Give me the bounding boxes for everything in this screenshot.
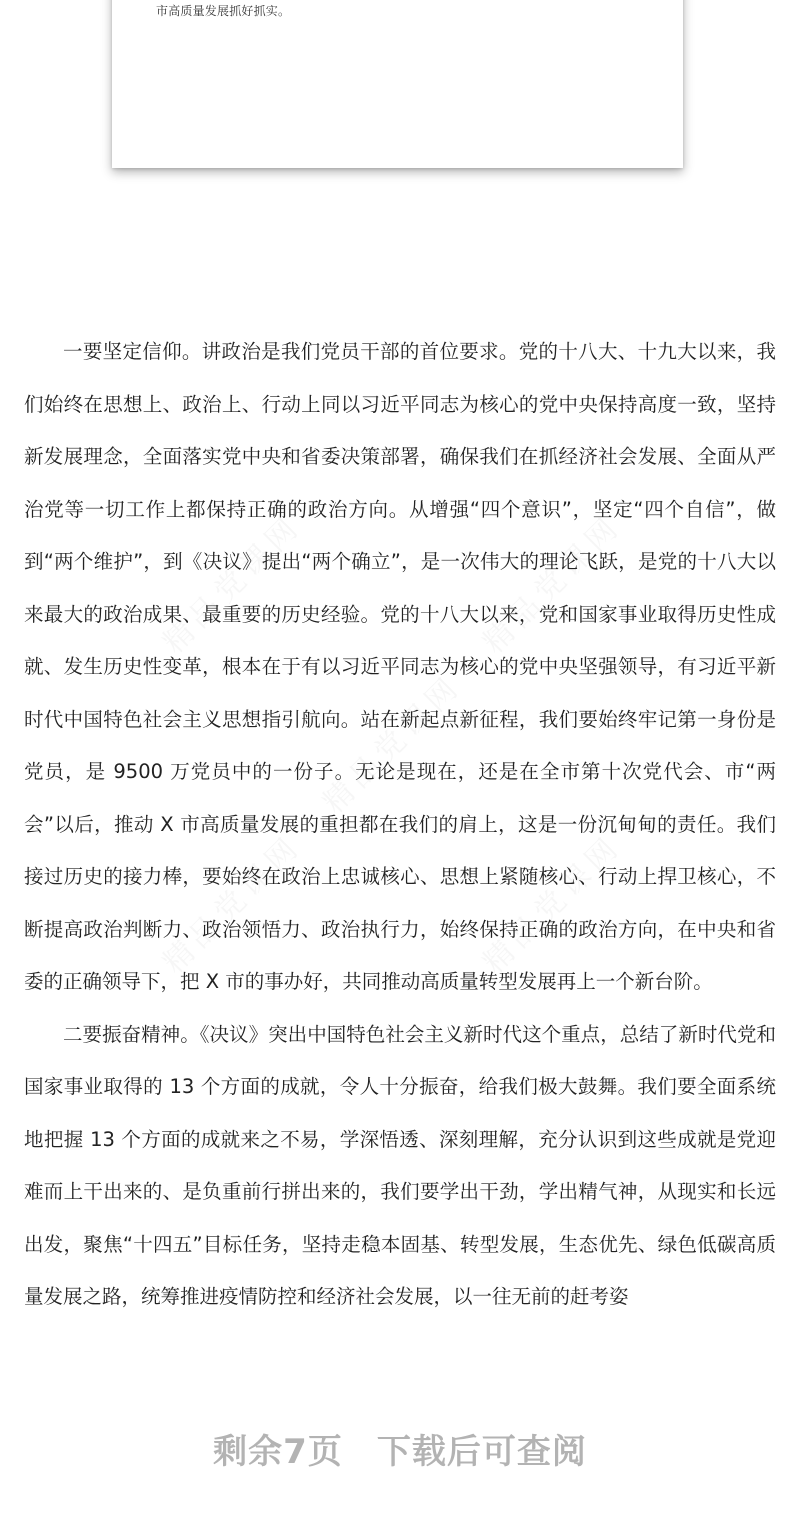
paragraph-1: 一要坚定信仰。讲政治是我们党员干部的首位要求。党的十八大、十九大以来，我们始终在思想上、政治上、行动上同以习近平同志为核心的党中央保持高度一致，坚持新发展理念，全面落实党中央和省委决策部署，确保我们在抓经济社会发展、全面从严治党等一切工作上都保持正确的政治方向。从增强“四个意识”，坚定“四个自信”，做到“两个维护”，到《决议》提出“两个确立”，是一次伟大的理论飞跃，是党的十八大以来最大的政治成果、最重要的历史经验。党的十八大以来，党和国家事业取得历史性成就、发生历史性变革，根本在于有以习近平同志为核心的党中央坚强领导，有习近平新时代中国特色社会主义思想指引航向。站在新起点新征程，我们要始终牢记第一身份是党员，是 9500 万党员中的一份子。无论是现在，还是在全市第十次党代会、市“两会”以后，推动 X 市高质量发展的重担都在我们的肩上，这是一份沉甸甸的责任。我们接过历史的接力棒，要始终在政治上忠诚核心、思想上紧随核心、行动上捍卫核心，不断提高政治判断力、政治领悟力、政治执行力，始终保持正确的政治方向，在中央和省委的正确领导下，把 X 市的事办好，共同推动高质量转型发展再上一个新台阶。 (24, 340, 776, 993)
paragraph-2: 二要振奋精神。《决议》突出中国特色社会主义新时代这个重点，总结了新时代党和国家事业取得的 13 个方面的成就，令人十分振奋，给我们极大鼓舞。我们要全面系统地把握 13 个方面的成就来之不易，学深悟透、深刻理解，充分认识到这些成就是党迎难而上干出来的、是负重前行拼出来的，我们要学出干劲，学出精气神，从现实和长远出发，聚焦“十四五”目标任务，坚持走稳本固基、转型发展，生态优先、绿色低碳高质量发展之路，统筹推进疫情防控和经济社会发展，以一往无前的赶考姿 (24, 1022, 776, 1308)
download-hint: 下载后可查阅 (376, 1432, 587, 1472)
remaining-pages-count: 剩余7页 (213, 1432, 343, 1472)
article-body (24, 326, 776, 1324)
watermark-1: 精品党课网 (156, 508, 309, 661)
watermark-4: 精品党课网 (156, 828, 309, 981)
remaining-pages-banner[interactable] (0, 1424, 800, 1473)
watermark-3: 精品党课网 (316, 668, 469, 821)
previous-page-snippet: 市高质量发展抓好抓实。 (156, 4, 291, 18)
previous-page-card (112, 0, 683, 168)
watermark-2: 精品党课网 (476, 508, 629, 661)
watermark-5: 精品党课网 (476, 828, 629, 981)
